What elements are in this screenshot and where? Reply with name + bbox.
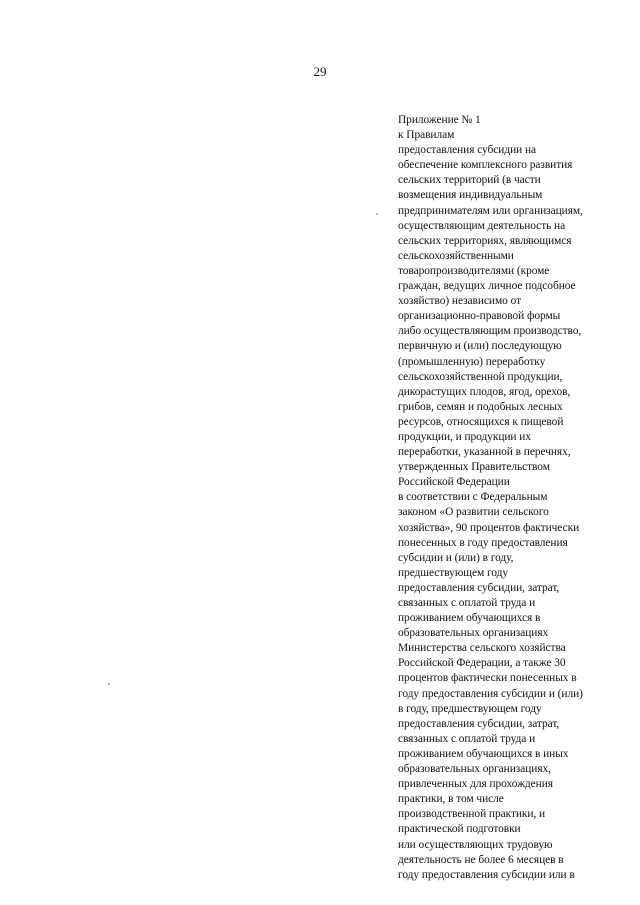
appendix-line: образовательных организациях, [398, 763, 551, 776]
appendix-line: сельскохозяйственными [398, 249, 514, 262]
appendix-line: первичную и (или) последующую [398, 340, 562, 353]
appendix-line: привлеченных для прохождения [398, 778, 553, 791]
appendix-line: субсидии и (или) в году, [398, 551, 514, 564]
appendix-line: переработки, указанной в перечнях, [398, 446, 571, 459]
appendix-line: продукции, и продукции их [398, 430, 531, 443]
appendix-line: хозяйство) независимо от [398, 295, 522, 308]
appendix-line: практической подготовки [398, 823, 521, 836]
page-number: 29 [313, 64, 327, 79]
appendix-line: сельскохозяйственной продукции, [398, 370, 563, 383]
appendix-line: Российской Федерации, а также 30 [398, 657, 566, 670]
appendix-line: организационно-правовой формы [398, 310, 561, 323]
appendix-line: Министерства сельского хозяйства [398, 642, 566, 655]
appendix-line: в соответствии с Федеральным [398, 491, 548, 504]
appendix-line: возмещения индивидуальным [398, 189, 543, 202]
appendix-line: предшествующем году [398, 566, 509, 579]
appendix-line: сельских территорий (в части [398, 174, 541, 187]
appendix-line: или осуществляющих трудовую [398, 838, 553, 851]
appendix-line: предоставления субсидии, затрат, [398, 581, 560, 594]
appendix-line: либо осуществляющим производство, [398, 325, 582, 338]
appendix-line: в году, предшествующем году [398, 702, 542, 715]
appendix-line: предоставления субсидии на [398, 144, 537, 157]
appendix-line: хозяйства», 90 процентов фактически [398, 521, 580, 534]
appendix-line: Приложение № 1 [398, 114, 481, 126]
appendix-line: производственной практики, и [398, 808, 546, 821]
appendix-line: году предоставления субсидии или в [398, 868, 575, 881]
appendix-line: практики, в том числе [398, 793, 504, 806]
appendix-line: процентов фактически понесенных в [398, 672, 577, 685]
appendix-line: понесенных в году предоставления [398, 536, 568, 549]
appendix-line: осуществляющим деятельность на [398, 219, 566, 232]
appendix-line: предпринимателям или организациям, [398, 204, 583, 217]
appendix-line: к Правилам [398, 129, 455, 142]
appendix-line: проживанием обучающихся в иных [398, 747, 569, 760]
appendix-line: товаропроизводителями (кроме [398, 264, 550, 277]
scan-speck [376, 213, 378, 215]
appendix-line: утвержденных Правительством [398, 461, 550, 474]
appendix-line: законом «О развитии сельского [398, 506, 549, 519]
appendix-line: ресурсов, относящихся к пищевой [398, 415, 564, 428]
appendix-line: грибов, семян и подобных лесных [398, 400, 563, 413]
appendix-line: сельских территориях, являющимся [398, 234, 572, 247]
appendix-line: связанных с оплатой труда и [398, 597, 536, 609]
appendix-line: предоставления субсидии, затрат, [398, 717, 560, 730]
appendix-line: (промышленную) переработку [398, 355, 546, 368]
appendix-line: граждан, ведущих личное подсобное [398, 280, 576, 293]
appendix-line: деятельность не более 6 месяцев в [398, 853, 564, 866]
appendix-line: дикорастущих плодов, ягод, орехов, [398, 385, 571, 398]
appendix-line: Российской Федерации [398, 476, 510, 489]
appendix-line: образовательных организациях [398, 627, 549, 640]
scan-speck [108, 683, 110, 685]
appendix-line: году предоставления субсидии и (или) [398, 687, 583, 700]
appendix-caption [398, 113, 634, 883]
appendix-line: проживанием обучающихся в [398, 612, 541, 625]
appendix-line: связанных с оплатой труда и [398, 732, 536, 745]
appendix-line: обеспечение комплексного развития [398, 159, 573, 172]
